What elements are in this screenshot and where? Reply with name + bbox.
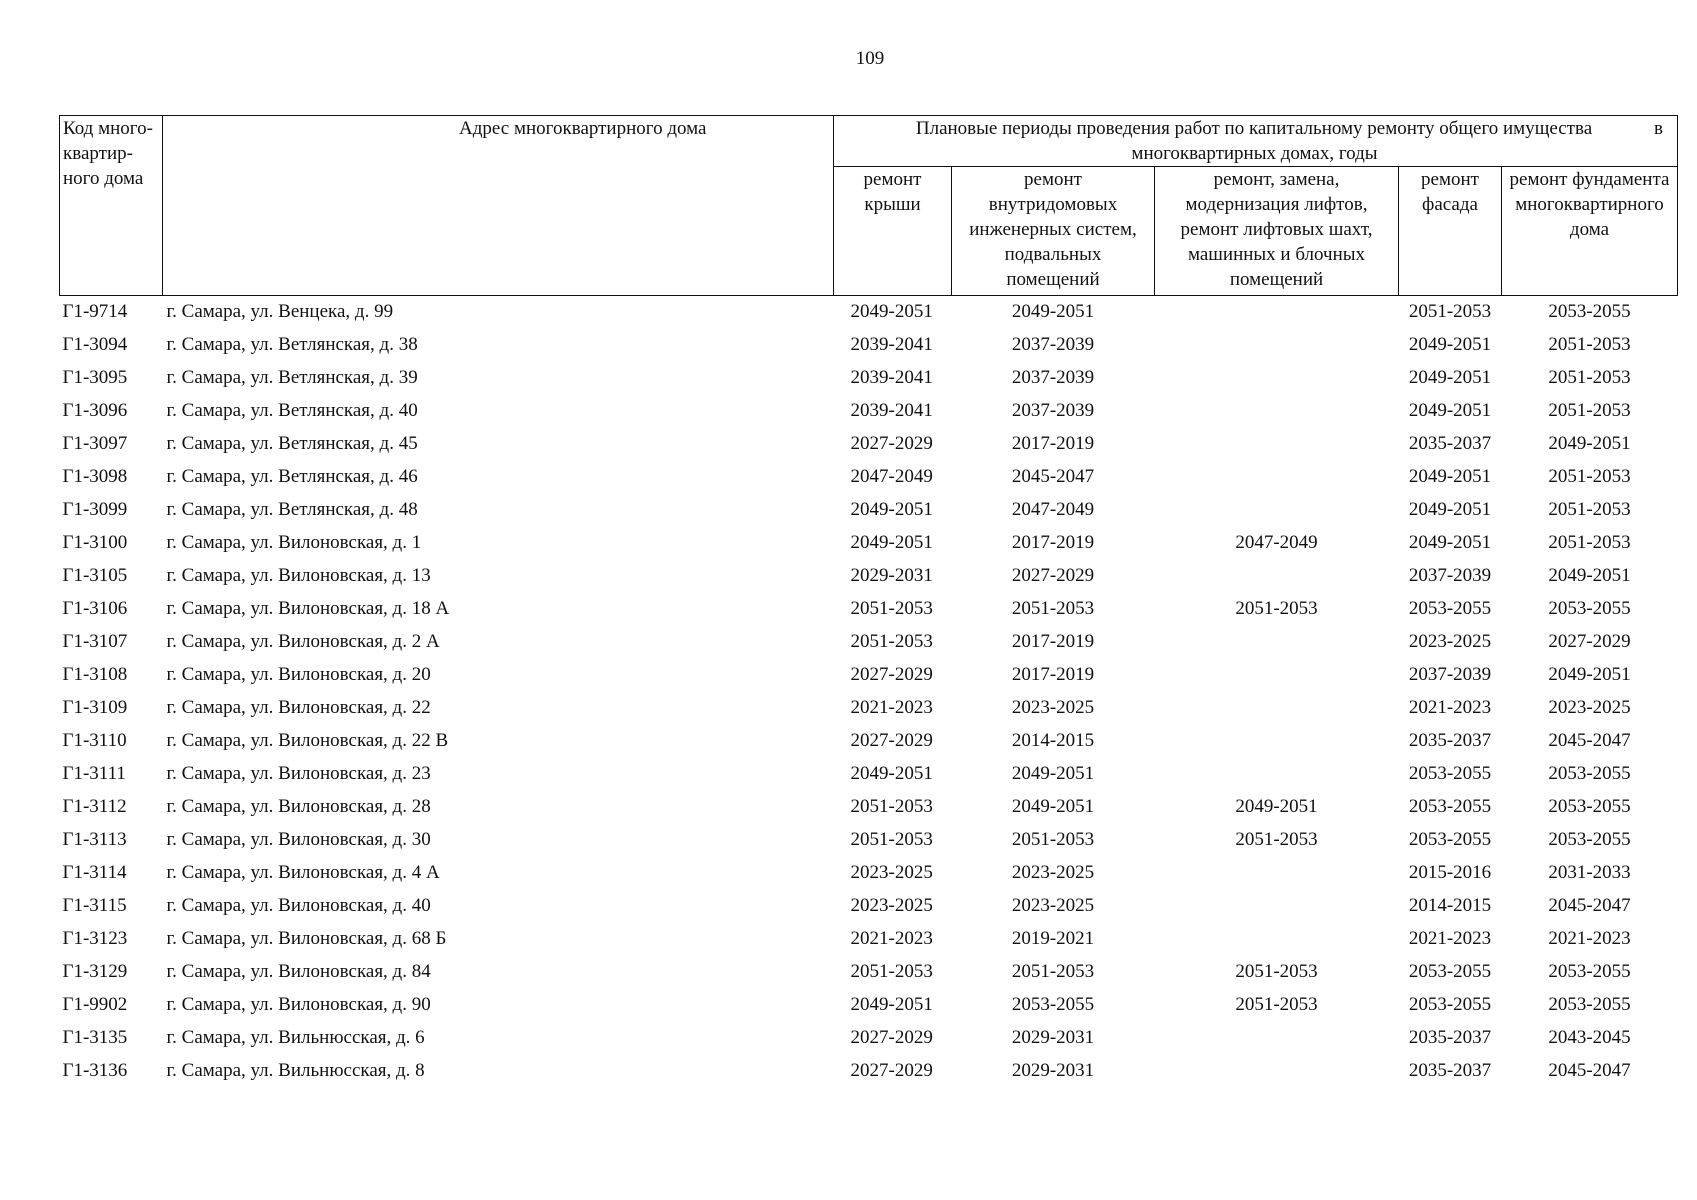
cell-address: г. Самара, ул. Ветлянская, д. 48 <box>166 499 418 520</box>
cell-code: Г1-3107 <box>62 631 128 652</box>
cell-roof: 2051-2053 <box>850 598 933 619</box>
cell-address: г. Самара, ул. Ветлянская, д. 40 <box>166 400 418 421</box>
table-row <box>60 661 1678 694</box>
cell-facade: 2053-2055 <box>1408 796 1492 817</box>
cell-lifts <box>1155 892 1399 925</box>
cell-lifts <box>1155 562 1399 595</box>
cell-foundation: 2053-2055 <box>1548 598 1631 619</box>
cell-foundation: 2049-2051 <box>1548 433 1631 454</box>
cell-roof: 2023-2025 <box>850 895 933 916</box>
cell-roof: 2021-2023 <box>850 697 933 718</box>
table-row <box>60 529 1678 562</box>
cell-code: Г1-3123 <box>62 928 128 949</box>
header-group-label: Плановые периоды проведения работ по капитальному ремонту общего имущества <box>915 118 1593 139</box>
cell-facade: 2023-2025 <box>1408 631 1492 652</box>
cell-address: г. Самара, ул. Вилоновская, д. 2 А <box>166 631 440 652</box>
cell-roof: 2021-2023 <box>850 928 933 949</box>
table-row <box>60 628 1678 661</box>
table-row <box>60 562 1678 595</box>
cell-address: г. Самара, ул. Ветлянская, д. 46 <box>166 466 418 487</box>
cell-roof: 2039-2041 <box>850 334 933 355</box>
header-group-suffix: в <box>1654 118 1663 139</box>
cell-foundation: 2051-2053 <box>1548 499 1631 520</box>
cell-facade: 2021-2023 <box>1408 697 1492 718</box>
cell-facade: 2051-2053 <box>1408 301 1492 322</box>
cell-engineering: 2023-2025 <box>1011 697 1095 718</box>
header-code <box>60 116 163 296</box>
table-header <box>60 116 1678 296</box>
cell-code: Г1-3112 <box>62 796 127 817</box>
cell-facade: 2053-2055 <box>1408 961 1492 982</box>
cell-code: Г1-3094 <box>62 334 128 355</box>
cell-address: г. Самара, ул. Ветлянская, д. 39 <box>166 367 418 388</box>
table-row <box>60 331 1678 364</box>
cell-engineering: 2037-2039 <box>1011 334 1095 355</box>
cell-code: Г1-3106 <box>62 598 128 619</box>
table-row <box>60 727 1678 760</box>
cell-address: г. Самара, ул. Вилоновская, д. 13 <box>166 565 431 586</box>
cell-engineering: 2019-2021 <box>1011 928 1095 949</box>
table-row <box>60 760 1678 793</box>
cell-roof: 2051-2053 <box>850 796 933 817</box>
cell-engineering: 2017-2019 <box>1011 664 1095 685</box>
table-row <box>60 925 1678 958</box>
cell-lifts: 2051-2053 <box>1235 829 1318 850</box>
cell-engineering: 2037-2039 <box>1011 400 1095 421</box>
cell-roof: 2049-2051 <box>850 499 933 520</box>
cell-code: Г1-3105 <box>62 565 128 586</box>
cell-engineering: 2049-2051 <box>1011 301 1095 322</box>
cell-foundation: 2043-2045 <box>1548 1027 1631 1048</box>
cell-code: Г1-3113 <box>62 829 127 850</box>
cell-roof: 2027-2029 <box>850 1060 933 1081</box>
header-roof-label: ремонт крыши <box>863 169 922 215</box>
table-row <box>60 694 1678 727</box>
cell-engineering: 2014-2015 <box>1011 730 1095 751</box>
cell-code: Г1-3129 <box>62 961 128 982</box>
page-number: 109 <box>855 48 885 69</box>
cell-engineering: 2045-2047 <box>1011 466 1095 487</box>
cell-lifts <box>1155 1057 1399 1090</box>
cell-address: г. Самара, ул. Вилоновская, д. 22 <box>166 697 431 718</box>
cell-code: Г1-3110 <box>62 730 127 751</box>
cell-foundation: 2053-2055 <box>1548 301 1631 322</box>
cell-code: Г1-3100 <box>62 532 128 553</box>
cell-roof: 2027-2029 <box>850 730 933 751</box>
header-foundation <box>1502 167 1678 296</box>
cell-engineering: 2023-2025 <box>1011 862 1095 883</box>
cell-facade: 2049-2051 <box>1408 532 1492 553</box>
cell-code: Г1-3135 <box>62 1027 128 1048</box>
cell-lifts: 2051-2053 <box>1235 598 1318 619</box>
cell-foundation: 2021-2023 <box>1548 928 1631 949</box>
cell-engineering: 2051-2053 <box>1011 598 1095 619</box>
cell-engineering: 2029-2031 <box>1011 1060 1095 1081</box>
cell-address: г. Самара, ул. Вилоновская, д. 4 А <box>166 862 440 883</box>
cell-engineering: 2053-2055 <box>1011 994 1095 1015</box>
cell-address: г. Самара, ул. Вилоновская, д. 40 <box>166 895 431 916</box>
cell-engineering: 2051-2053 <box>1011 829 1095 850</box>
header-facade <box>1399 167 1502 296</box>
cell-foundation: 2045-2047 <box>1548 895 1631 916</box>
cell-lifts <box>1155 463 1399 496</box>
cell-facade: 2015-2016 <box>1408 862 1492 883</box>
table-row <box>60 1057 1678 1090</box>
cell-code: Г1-3096 <box>62 400 128 421</box>
header-address-label: Адрес многоквартирного дома <box>459 118 707 139</box>
cell-address: г. Самара, ул. Вилоновская, д. 23 <box>166 763 431 784</box>
table-row <box>60 892 1678 925</box>
cell-lifts <box>1155 331 1399 364</box>
header-engineering <box>952 167 1155 296</box>
cell-roof: 2023-2025 <box>850 862 933 883</box>
cell-engineering: 2049-2051 <box>1011 763 1095 784</box>
cell-roof: 2051-2053 <box>850 961 933 982</box>
cell-facade: 2035-2037 <box>1408 1027 1492 1048</box>
header-group-label-line2: многоквартирных домах, годы <box>1131 143 1378 164</box>
cell-address: г. Самара, ул. Венцека, д. 99 <box>166 301 394 322</box>
cell-code: Г1-9714 <box>62 301 128 322</box>
cell-engineering: 2023-2025 <box>1011 895 1095 916</box>
cell-roof: 2047-2049 <box>850 466 933 487</box>
cell-foundation: 2045-2047 <box>1548 1060 1631 1081</box>
cell-roof: 2049-2051 <box>850 532 933 553</box>
cell-engineering: 2029-2031 <box>1011 1027 1095 1048</box>
cell-code: Г1-3114 <box>62 862 127 883</box>
cell-roof: 2039-2041 <box>850 400 933 421</box>
cell-code: Г1-3115 <box>62 895 127 916</box>
cell-roof: 2039-2041 <box>850 367 933 388</box>
cell-lifts <box>1155 296 1399 332</box>
cell-foundation: 2051-2053 <box>1548 532 1631 553</box>
cell-lifts <box>1155 628 1399 661</box>
cell-roof: 2027-2029 <box>850 1027 933 1048</box>
cell-code: Г1-3109 <box>62 697 128 718</box>
header-foundation-label: ремонт фундамента многоквартирного дома <box>1509 169 1670 240</box>
cell-foundation: 2051-2053 <box>1548 400 1631 421</box>
cell-code: Г1-3136 <box>62 1060 128 1081</box>
cell-roof: 2051-2053 <box>850 829 933 850</box>
table-row <box>60 397 1678 430</box>
cell-lifts <box>1155 661 1399 694</box>
cell-foundation: 2045-2047 <box>1548 730 1631 751</box>
cell-foundation: 2049-2051 <box>1548 664 1631 685</box>
header-facade-label: ремонт фасада <box>1421 169 1479 215</box>
cell-roof: 2049-2051 <box>850 301 933 322</box>
header-roof <box>834 167 952 296</box>
cell-foundation: 2051-2053 <box>1548 367 1631 388</box>
cell-address: г. Самара, ул. Вильнюсская, д. 6 <box>166 1027 425 1048</box>
cell-facade: 2049-2051 <box>1408 367 1492 388</box>
cell-address: г. Самара, ул. Вилоновская, д. 18 А <box>166 598 450 619</box>
cell-address: г. Самара, ул. Ветлянская, д. 45 <box>166 433 418 454</box>
cell-lifts <box>1155 397 1399 430</box>
table-row <box>60 1024 1678 1057</box>
cell-lifts: 2051-2053 <box>1235 961 1318 982</box>
cell-facade: 2053-2055 <box>1408 829 1492 850</box>
cell-lifts <box>1155 364 1399 397</box>
cell-lifts <box>1155 760 1399 793</box>
cell-facade: 2049-2051 <box>1408 499 1492 520</box>
cell-facade: 2053-2055 <box>1408 598 1492 619</box>
cell-foundation: 2053-2055 <box>1548 961 1631 982</box>
cell-roof: 2027-2029 <box>850 664 933 685</box>
cell-engineering: 2027-2029 <box>1011 565 1095 586</box>
cell-address: г. Самара, ул. Ветлянская, д. 38 <box>166 334 418 355</box>
table-row <box>60 496 1678 529</box>
cell-engineering: 2037-2039 <box>1011 367 1095 388</box>
cell-facade: 2035-2037 <box>1408 730 1492 751</box>
header-address <box>163 116 834 296</box>
cell-foundation: 2053-2055 <box>1548 829 1631 850</box>
cell-lifts <box>1155 1024 1399 1057</box>
cell-engineering: 2051-2053 <box>1011 961 1095 982</box>
cell-engineering: 2017-2019 <box>1011 433 1095 454</box>
cell-lifts: 2051-2053 <box>1235 994 1318 1015</box>
cell-foundation: 2031-2033 <box>1548 862 1631 883</box>
cell-address: г. Самара, ул. Вилоновская, д. 30 <box>166 829 431 850</box>
cell-code: Г1-3097 <box>62 433 128 454</box>
header-code-label: Код много- квартир- ного дома <box>63 118 153 189</box>
cell-foundation: 2023-2025 <box>1548 697 1631 718</box>
table-row <box>60 793 1678 826</box>
cell-foundation: 2051-2053 <box>1548 334 1631 355</box>
table-row <box>60 296 1678 332</box>
cell-engineering: 2049-2051 <box>1011 796 1095 817</box>
cell-address: г. Самара, ул. Вилоновская, д. 20 <box>166 664 431 685</box>
cell-foundation: 2027-2029 <box>1548 631 1631 652</box>
cell-code: Г1-3095 <box>62 367 128 388</box>
cell-roof: 2029-2031 <box>850 565 933 586</box>
header-lifts-label: ремонт, замена, модернизация лифтов, ремонт лифтовых шахт, машинных и блочных помещений <box>1180 169 1373 290</box>
cell-facade: 2035-2037 <box>1408 433 1492 454</box>
cell-lifts <box>1155 859 1399 892</box>
cell-lifts <box>1155 430 1399 463</box>
table-row <box>60 859 1678 892</box>
cell-foundation: 2051-2053 <box>1548 466 1631 487</box>
cell-roof: 2049-2051 <box>850 994 933 1015</box>
cell-address: г. Самара, ул. Вилоновская, д. 90 <box>166 994 431 1015</box>
cell-address: г. Самара, ул. Вилоновская, д. 68 Б <box>166 928 447 949</box>
cell-roof: 2027-2029 <box>850 433 933 454</box>
cell-facade: 2053-2055 <box>1408 994 1492 1015</box>
cell-facade: 2037-2039 <box>1408 565 1492 586</box>
cell-facade: 2049-2051 <box>1408 334 1492 355</box>
cell-lifts <box>1155 496 1399 529</box>
header-planned-periods <box>834 116 1678 167</box>
cell-facade: 2014-2015 <box>1408 895 1492 916</box>
cell-facade: 2021-2023 <box>1408 928 1492 949</box>
cell-engineering: 2017-2019 <box>1011 631 1095 652</box>
cell-facade: 2035-2037 <box>1408 1060 1492 1081</box>
cell-code: Г1-9902 <box>62 994 128 1015</box>
cell-foundation: 2053-2055 <box>1548 796 1631 817</box>
cell-foundation: 2053-2055 <box>1548 994 1631 1015</box>
cell-code: Г1-3099 <box>62 499 128 520</box>
cell-code: Г1-3111 <box>62 763 126 784</box>
cell-facade: 2037-2039 <box>1408 664 1492 685</box>
cell-address: г. Самара, ул. Вилоновская, д. 84 <box>166 961 431 982</box>
cell-address: г. Самара, ул. Вилоновская, д. 28 <box>166 796 431 817</box>
table-row <box>60 826 1678 859</box>
cell-lifts <box>1155 727 1399 760</box>
cell-address: г. Самара, ул. Вилоновская, д. 22 В <box>166 730 449 751</box>
cell-facade: 2053-2055 <box>1408 763 1492 784</box>
table-row <box>60 364 1678 397</box>
table-row <box>60 595 1678 628</box>
cell-foundation: 2049-2051 <box>1548 565 1631 586</box>
cell-engineering: 2017-2019 <box>1011 532 1095 553</box>
cell-lifts <box>1155 925 1399 958</box>
cell-facade: 2049-2051 <box>1408 466 1492 487</box>
header-engineering-label: ремонт внутридомовых инженерных систем, подвальных помещений <box>969 169 1137 290</box>
table-row <box>60 430 1678 463</box>
cell-address: г. Самара, ул. Вильнюсская, д. 8 <box>166 1060 425 1081</box>
cell-code: Г1-3098 <box>62 466 128 487</box>
table-body <box>60 296 1678 1091</box>
cell-foundation: 2053-2055 <box>1548 763 1631 784</box>
cell-roof: 2049-2051 <box>850 763 933 784</box>
cell-address: г. Самара, ул. Вилоновская, д. 1 <box>166 532 422 553</box>
cell-engineering: 2047-2049 <box>1011 499 1095 520</box>
capital-repair-schedule-table <box>59 115 1678 1090</box>
cell-lifts <box>1155 694 1399 727</box>
cell-code: Г1-3108 <box>62 664 128 685</box>
cell-lifts: 2047-2049 <box>1235 532 1318 553</box>
table-row <box>60 958 1678 991</box>
cell-facade: 2049-2051 <box>1408 400 1492 421</box>
table-row <box>60 463 1678 496</box>
cell-lifts: 2049-2051 <box>1235 796 1318 817</box>
header-lifts <box>1155 167 1399 296</box>
cell-roof: 2051-2053 <box>850 631 933 652</box>
table-row <box>60 991 1678 1024</box>
